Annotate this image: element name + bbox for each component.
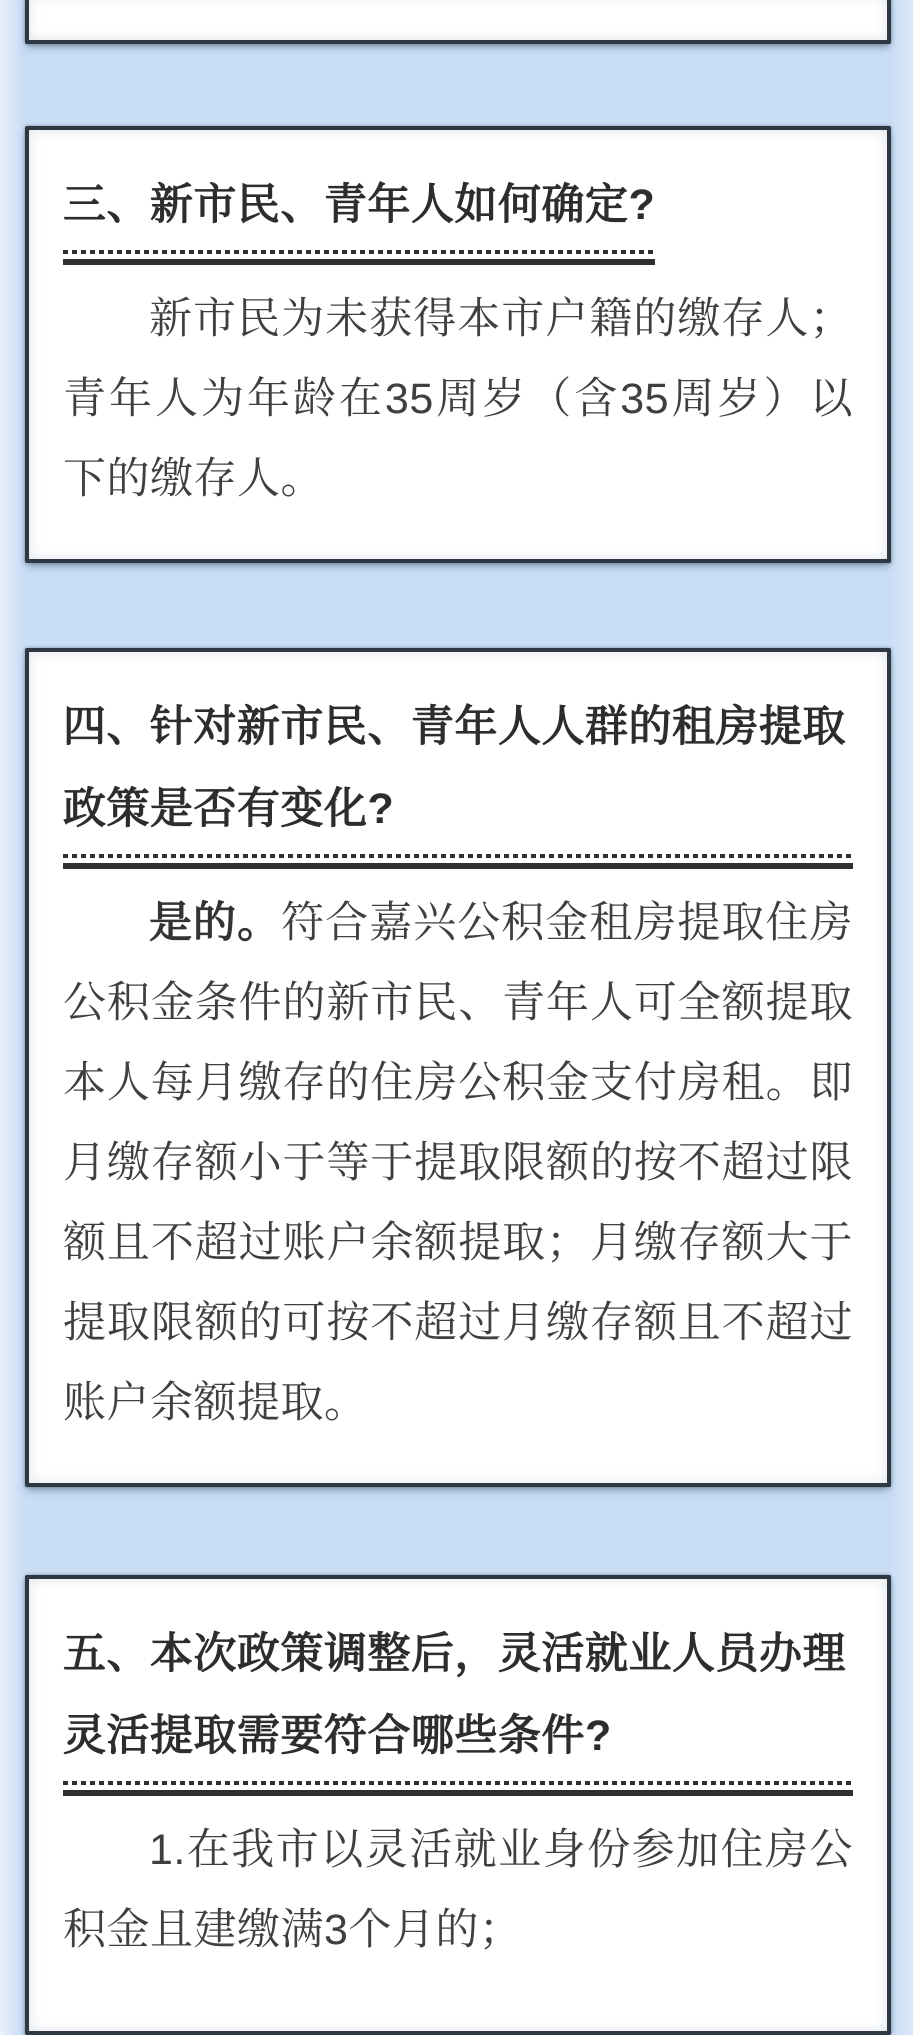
question-4-answer	[63, 883, 853, 1443]
answer-lead: 是的。	[149, 899, 282, 947]
card-top-partial	[25, 0, 891, 44]
faq-card-question-4	[25, 648, 891, 1487]
underline-solid-rule	[63, 259, 655, 265]
question-3-answer	[63, 279, 853, 519]
heading-underline	[63, 250, 655, 265]
faq-card-question-5	[25, 1575, 891, 2035]
question-5-heading-block	[63, 1613, 853, 1796]
underline-dotted-rule	[63, 250, 655, 254]
answer-text: 新市民为未获得本市户籍的缴存人；青年人为年龄在35周岁（含35周岁）以下的缴存人。	[63, 295, 853, 503]
question-3-title: 三、新市民、青年人如何确定?	[63, 181, 656, 229]
question-3-heading-block	[63, 164, 655, 265]
underline-dotted-rule	[63, 1781, 853, 1785]
heading-underline	[63, 1781, 853, 1796]
question-4-title: 四、针对新市民、青年人人群的租房提取政策是否有变化?	[63, 703, 846, 833]
question-5-title: 五、本次政策调整后，灵活就业人员办理灵活提取需要符合哪些条件?	[63, 1630, 846, 1760]
underline-solid-rule	[63, 1790, 853, 1796]
heading-underline	[63, 854, 853, 869]
underline-solid-rule	[63, 863, 853, 869]
faq-card-question-3	[25, 126, 891, 563]
question-4-heading-block	[63, 686, 853, 869]
underline-dotted-rule	[63, 854, 853, 858]
answer-text: 符合嘉兴公积金租房提取住房公积金条件的新市民、青年人可全额提取本人每月缴存的住房公积金支付房租。即月缴存额小于等于提取限额的按不超过限额且不超过账户余额提取；月缴存额大于提取限额的可按不超过月缴存额且不超过账户余额提取。	[63, 899, 854, 1427]
question-5-answer	[63, 1810, 853, 1970]
answer-text: 1.在我市以灵活就业身份参加住房公积金且建缴满3个月的；	[63, 1826, 853, 1954]
